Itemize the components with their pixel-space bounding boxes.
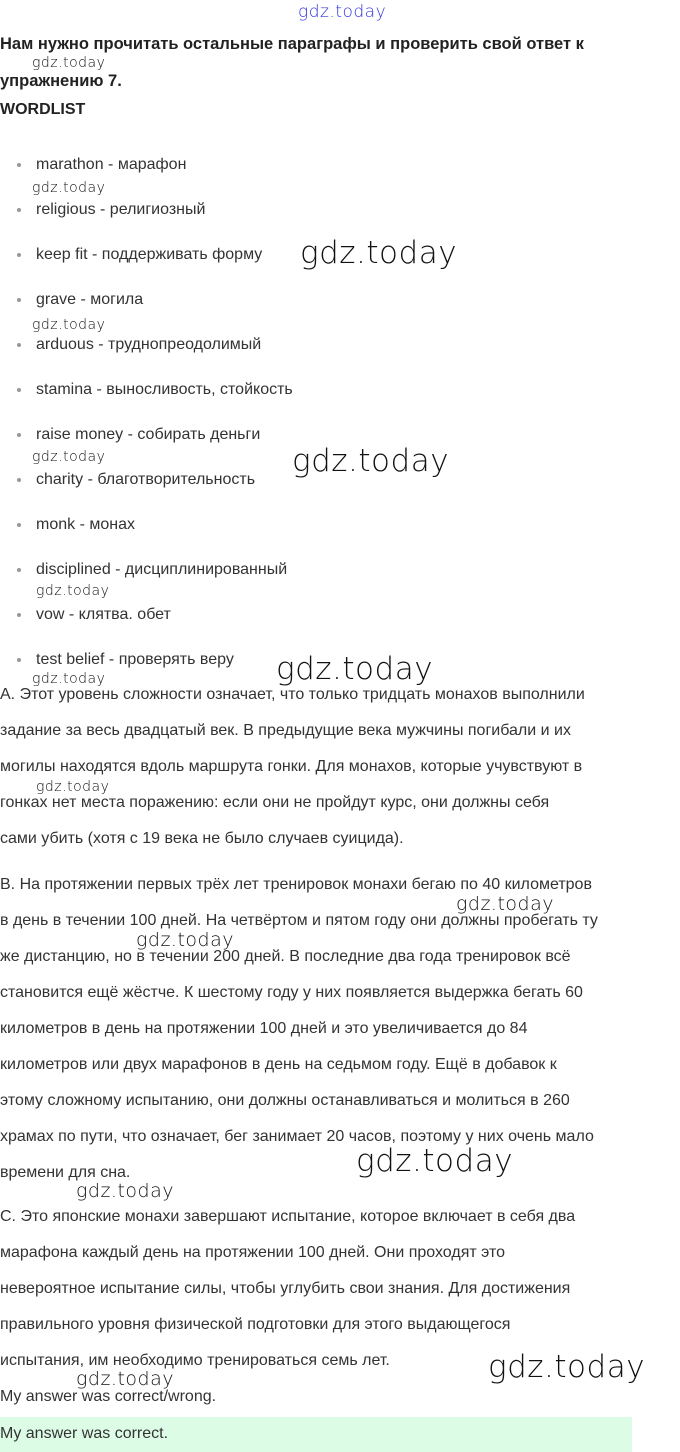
wordlist-item-text: grave - могила — [36, 291, 144, 308]
paragraph-line: километров или двух марафонов в день на седьмом году. Ещё в добавок к — [0, 1056, 557, 1073]
wordlist-item-text: monk - монах — [36, 516, 135, 533]
paragraph-line: километров в день на протяжении 100 дней и это увеличивается до 84 — [0, 1020, 528, 1037]
wordlist-item-text: vow - клятва. обет — [36, 606, 171, 623]
intro-line-2: упражнению 7. — [0, 72, 122, 90]
bullet-icon — [17, 253, 21, 257]
paragraph-line: в день в течении 100 дней. На четвёртом и пятом году они должны пробегать ту — [0, 912, 598, 929]
paragraph-line: становится ещё жёстче. К шестому году у них появляется выдержка бегать 60 — [0, 984, 583, 1001]
paragraph-line: гонках нет места поражению: если они не пройдут курс, они должны себя — [0, 794, 550, 811]
watermark: gdz.today — [32, 55, 106, 71]
bullet-icon — [17, 343, 21, 347]
watermark-top: gdz.today — [298, 2, 387, 22]
question-text: My answer was correct/wrong. — [0, 1388, 217, 1405]
watermark: gdz.today — [356, 1143, 514, 1179]
paragraph-line: невероятное испытание силы, чтобы углубить свои знания. Для достижения — [0, 1280, 571, 1297]
wordlist-item-text: charity - благотворительность — [36, 471, 256, 488]
bullet-icon — [17, 208, 21, 212]
watermark: gdz.today — [36, 583, 110, 599]
watermark: gdz.today — [76, 1368, 174, 1390]
answer-box — [0, 1417, 632, 1452]
wordlist-item-text: keep fit - поддерживать форму — [36, 246, 263, 263]
watermark: gdz.today — [76, 1180, 174, 1202]
paragraph-line: времени для сна. — [0, 1164, 131, 1181]
watermark: gdz.today — [300, 235, 458, 271]
watermark: gdz.today — [32, 180, 106, 196]
paragraph-line: правильного уровня физической подготовки для этого выдающегося — [0, 1316, 511, 1333]
wordlist-item-text: arduous - труднопреодолимый — [36, 336, 262, 353]
bullet-icon — [17, 478, 21, 482]
bullet-icon — [17, 298, 21, 302]
paragraph-line: C. Это японские монахи завершают испытание, которое включает в себя два — [0, 1208, 576, 1225]
wordlist-item-text: religious - религиозный — [36, 201, 206, 218]
watermark: gdz.today — [32, 317, 106, 333]
wordlist-item-text: disciplined - дисциплинированный — [36, 561, 288, 578]
paragraph-line: испытания, им необходимо тренироваться семь лет. — [0, 1352, 390, 1369]
paragraph-line: B. На протяжении первых трёх лет тренировок монахи бегаю по 40 километров — [0, 876, 592, 893]
bullet-icon — [17, 568, 21, 572]
paragraph-line: могилы находятся вдоль маршрута гонки. Для монахов, которые учувствуют в — [0, 758, 583, 775]
paragraph-line: сами убить (хотя с 19 века не было случаев суицида). — [0, 830, 404, 847]
paragraph-line: этому сложному испытанию, они должны останавливаться и молиться в 260 — [0, 1092, 570, 1109]
watermark: gdz.today — [136, 929, 234, 951]
paragraph-line: A. Этот уровень сложности означает, что только тридцать монахов выполнили — [0, 686, 585, 703]
paragraph-line: храмах по пути, что означает, бег занимает 20 часов, поэтому у них очень мало — [0, 1128, 594, 1145]
wordlist-item-text: test belief - проверять веру — [36, 651, 234, 668]
watermark: gdz.today — [292, 443, 450, 479]
paragraph-line: же дистанцию, но в течении 200 дней. В последние два года тренировок всё — [0, 948, 571, 965]
intro-line-1: Нам нужно прочитать остальные параграфы и проверить свой ответ к — [0, 35, 584, 53]
watermark: gdz.today — [276, 651, 434, 687]
watermark: gdz.today — [488, 1349, 646, 1385]
watermark: gdz.today — [32, 671, 106, 687]
wordlist-title: WORDLIST — [0, 101, 86, 118]
watermark: gdz.today — [32, 449, 106, 465]
paragraph-line: марафона каждый день на протяжении 100 дней. Они проходят это — [0, 1244, 505, 1261]
watermark: gdz.today — [456, 893, 554, 915]
wordlist-item-text: stamina - выносливость, стойкость — [36, 381, 293, 398]
bullet-icon — [17, 658, 21, 662]
bullet-icon — [17, 523, 21, 527]
bullet-icon — [17, 433, 21, 437]
answer-text: My answer was correct. — [0, 1425, 169, 1442]
bullet-icon — [17, 613, 21, 617]
watermark: gdz.today — [36, 779, 110, 795]
wordlist-item-text: raise money - собирать деньги — [36, 426, 261, 443]
bullet-icon — [17, 163, 21, 167]
wordlist-item-text: marathon - марафон — [36, 156, 187, 173]
paragraph-line: задание за весь двадцатый век. В предыдущие века мужчины погибали и их — [0, 722, 571, 739]
bullet-icon — [17, 388, 21, 392]
